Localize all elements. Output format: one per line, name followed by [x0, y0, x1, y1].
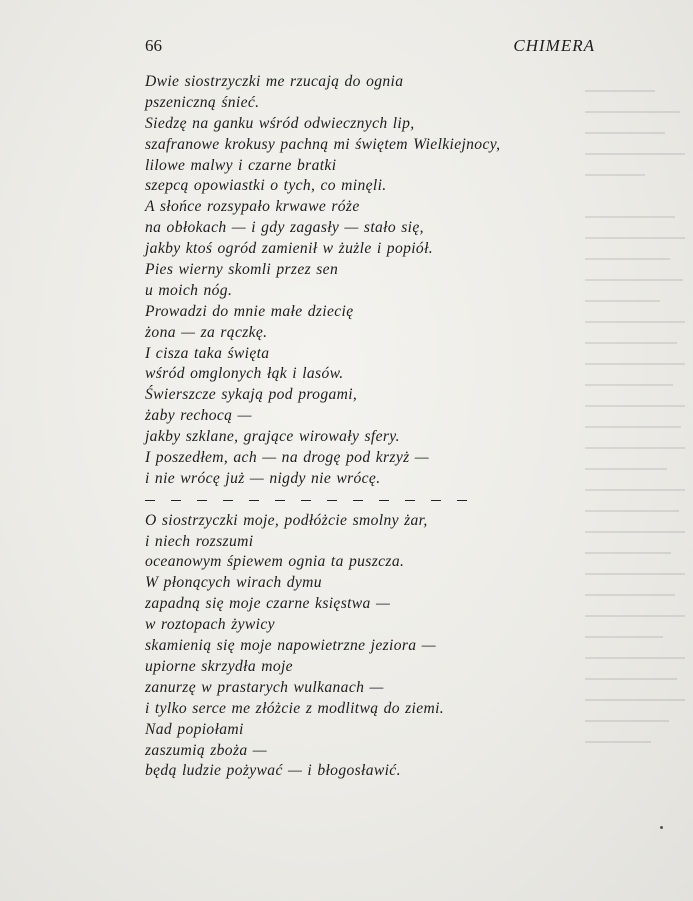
- poem-line: Prowadzi do mnie małe dziecię: [145, 302, 354, 320]
- poem-line: upiorne skrzydła moje: [145, 657, 293, 675]
- poem-line: będą ludzie pożywać — i błogosławić.: [145, 762, 401, 780]
- poem-line: zapadną się moje czarne księstwa —: [145, 595, 391, 613]
- poem-line: Świerszcze sykają pod progami,: [145, 386, 358, 404]
- poem-line: zaszumią zboża —: [145, 741, 267, 759]
- poem-line: O siostrzyczki moje, podłóżcie smolny żar,: [145, 511, 428, 529]
- poem-line: Dwie siostrzyczki me rzucają do ognia: [145, 73, 404, 90]
- poem-line: i nie wrócę już — nigdy nie wrócę.: [145, 469, 381, 487]
- poem-line: u moich nóg.: [145, 281, 233, 299]
- poem-line: jakby szklane, grające wirowały sfery.: [145, 428, 400, 446]
- poem-line: wśród omglonych łąk i lasów.: [145, 365, 344, 383]
- poem-line: w roztopach żywicy: [145, 616, 275, 634]
- poem-line: na obłokach — i gdy zagasły — stało się,: [145, 219, 424, 237]
- page-number: 66: [145, 36, 162, 55]
- poem-line: i niech rozszumi: [145, 532, 254, 550]
- poem-line: skamienią się moje napowietrzne jeziora —: [145, 637, 436, 655]
- poem-line: żaby rechocą —: [145, 407, 252, 425]
- poem-line: I poszedłem, ach — na drogę pod krzyż —: [145, 449, 429, 467]
- poem-line: oceanowym śpiewem ognia ta puszcza.: [145, 553, 405, 571]
- poem-line: i tylko serce me złóżcie z modlitwą do ziemi.: [145, 699, 445, 717]
- poem-line: szafranowe krokusy pachną mi świętem Wielkiejnocy,: [145, 135, 501, 153]
- stanza-separator: [145, 490, 615, 511]
- poem-line: I cisza taka święta: [145, 344, 270, 362]
- poem-line: Nad popiołami: [145, 720, 244, 738]
- poem-line: A słońce rozsypało krwawe róże: [145, 198, 360, 216]
- poem-line: szepcą opowiastki o tych, co minęli.: [145, 177, 387, 195]
- poem-line: Pies wierny skomli przez sen: [145, 261, 339, 279]
- poem-line: lilowe malwy i czarne bratki: [145, 156, 337, 174]
- poem-line: pszeniczną śnieć.: [145, 93, 260, 111]
- poem-text: [145, 72, 615, 782]
- poem-line: żona — za rączkę.: [145, 323, 268, 341]
- poem-line: zanurzę w prastarych wulkanach —: [145, 678, 384, 696]
- poem-line: jakby ktoś ogród zamienił w żużle i popiół.: [145, 240, 433, 258]
- poem-line: W płonących wirach dymu: [145, 574, 322, 592]
- poem-line: Siedzę na ganku wśród odwiecznych lip,: [145, 114, 415, 132]
- paper-speck: [660, 826, 663, 829]
- journal-title: CHIMERA: [513, 36, 595, 55]
- running-header: [145, 36, 595, 62]
